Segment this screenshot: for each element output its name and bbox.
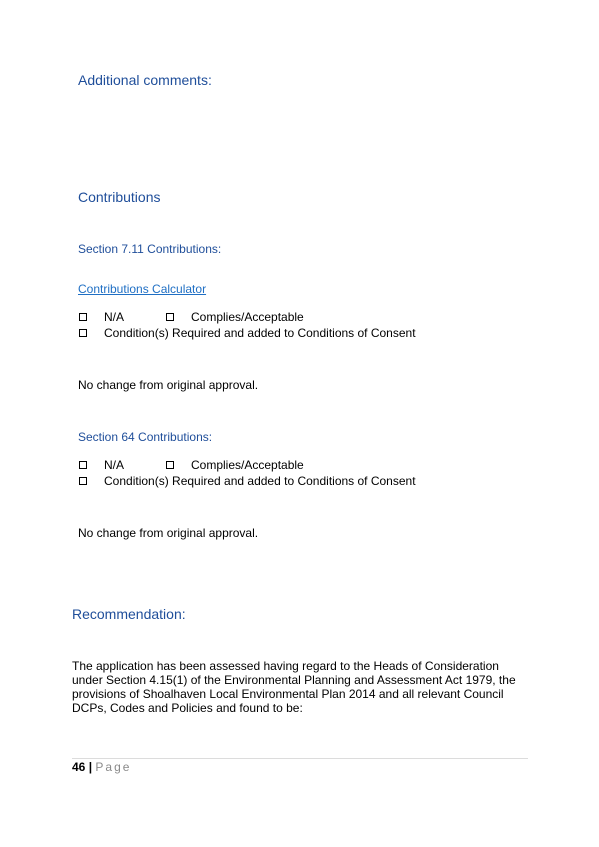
checkbox[interactable] [79, 477, 87, 485]
section-711-complies-option[interactable] [166, 310, 304, 324]
checkbox[interactable] [79, 313, 87, 321]
checkbox[interactable] [166, 313, 174, 321]
contributions-calculator-link[interactable]: Contributions Calculator [78, 282, 207, 296]
section-64-complies-option[interactable] [166, 458, 304, 472]
option-label: Condition(s) Required and added to Conditions of Consent [104, 474, 416, 488]
option-label: N/A [104, 458, 125, 472]
option-label: N/A [104, 310, 125, 324]
section-64-title: Section 64 Contributions: [78, 430, 213, 444]
section-64-conditions-option[interactable] [79, 474, 416, 488]
page-number: 46 [72, 760, 86, 774]
section-64-na-option[interactable] [79, 458, 124, 472]
footer-separator: | [88, 760, 93, 774]
recommendation-paragraph: The application has been assessed having regard to the Heads of Consideration under Section 4.15(1) of the Environmental Planning and Assessment Act 1979, the provisions of Shoalhaven Local Environmental Plan 2014 and all relevant Council DCPs, Codes and Policies and found to be: [72, 659, 516, 715]
option-label: Complies/Acceptable [191, 310, 304, 324]
section-64-note: No change from original approval. [78, 526, 259, 540]
checkbox[interactable] [79, 329, 87, 337]
additional-comments-heading: Additional comments: [78, 72, 212, 88]
page-label: Page [95, 760, 132, 774]
checkbox[interactable] [166, 461, 174, 469]
section-711-conditions-option[interactable] [79, 326, 416, 340]
page-footer [72, 760, 131, 774]
footer-divider [72, 758, 528, 759]
checkbox[interactable] [79, 461, 87, 469]
recommendation-heading: Recommendation: [72, 606, 186, 622]
option-label: Complies/Acceptable [191, 458, 304, 472]
section-711-title: Section 7.11 Contributions: [78, 242, 222, 256]
contributions-heading: Contributions [78, 189, 161, 205]
section-711-note: No change from original approval. [78, 378, 259, 392]
option-label: Condition(s) Required and added to Conditions of Consent [104, 326, 416, 340]
section-711-na-option[interactable] [79, 310, 124, 324]
